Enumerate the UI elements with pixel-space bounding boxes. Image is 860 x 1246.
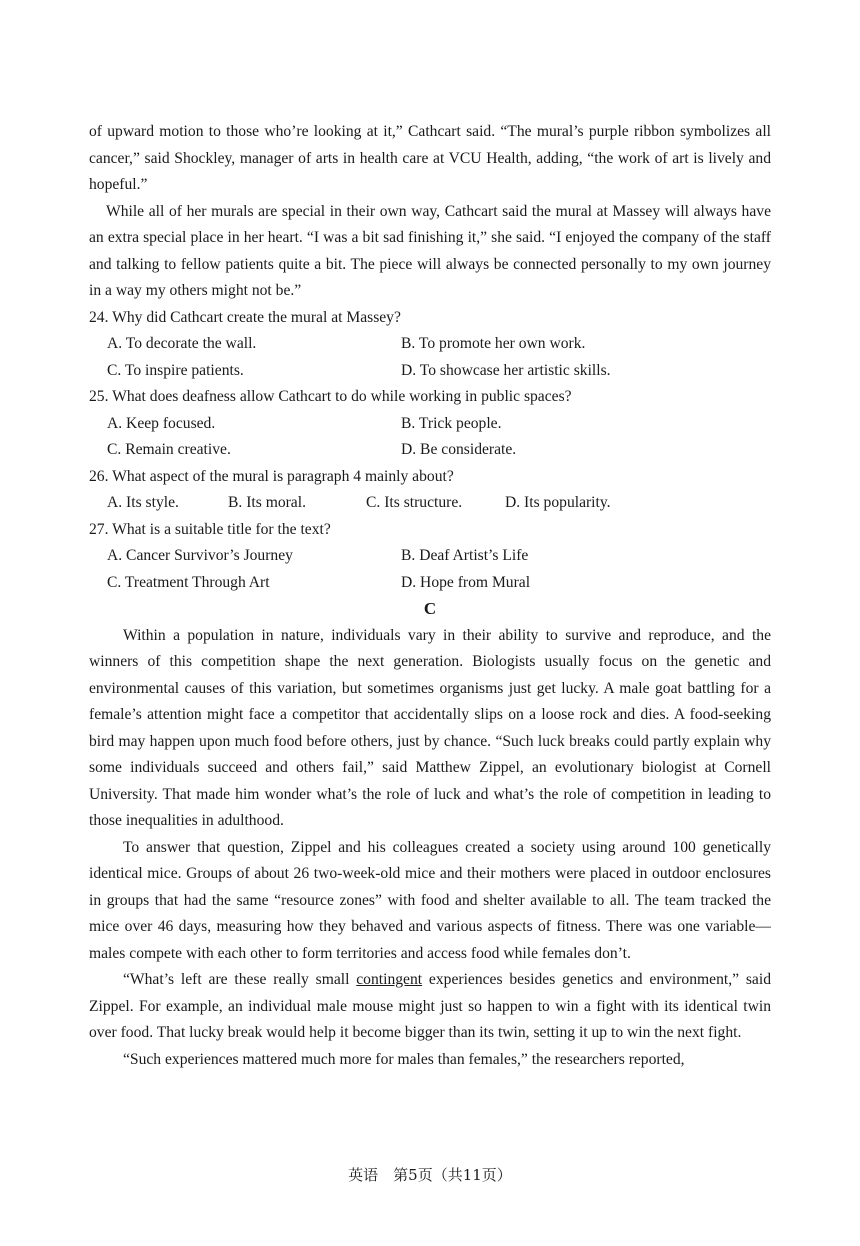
option-b: B. Its moral.: [228, 494, 306, 511]
option-c: C. Remain creative.: [107, 441, 231, 458]
option-b: B. To promote her own work.: [401, 335, 586, 352]
question-stem: 26. What aspect of the mural is paragraph 4 mainly about?: [89, 467, 454, 485]
underlined-word: contingent: [356, 971, 423, 988]
option-b: B. Deaf Artist’s Life: [401, 547, 529, 564]
option-d: D. Be considerate.: [401, 441, 517, 458]
question-options: [89, 411, 771, 464]
question-27: [89, 517, 771, 597]
question-stem: 25. What does deafness allow Cathcart to do while working in public spaces?: [89, 388, 572, 405]
option-a: A. Cancer Survivor’s Journey: [107, 547, 293, 564]
question-24: [89, 305, 771, 385]
option-d: D. Hope from Mural: [401, 573, 531, 591]
passage-paragraph: Within a population in nature, individuals vary in their ability to survive and reproduce, and the winners of this competition shape the next generation. Biologists usually focus on the genetic and environmental causes of this variation, but sometimes organisms just get lucky. A male goat battling for a female’s attention might face a competitor that accidentally slips on a loose rock and dies. A food-seeking bird may happen upon much food before others, just by chance. “Such luck breaks could partly explain why some individuals succeed and others fail,” said Matthew Zippel, an evolutionary biologist at Cornell University. That made him wonder what’s the role of luck and what’s the role of competition in leading to those inequalities in adulthood.: [89, 626, 771, 829]
option-c: C. Treatment Through Art: [107, 573, 270, 591]
question-25: [89, 384, 771, 464]
passage-paragraph: of upward motion to those who’re looking at it,” Cathcart said. “The mural’s purple ribbon symbolizes all cancer,” said Shockley, manager of arts in health care at VCU Health, adding, “the work of art is lively and hopeful.”: [89, 123, 771, 193]
option-a: A. To decorate the wall.: [107, 335, 257, 352]
page-content: [89, 119, 771, 1073]
option-b: B. Trick people.: [401, 414, 502, 432]
passage-paragraph: To answer that question, Zippel and his colleagues created a society using around 100 genetically identical mice. Groups of about 26 two-week-old mice and their mothers were placed in outdoor enclosures in groups that had the same “resource zones” with food and shelter available to all. The team tracked the mice over 46 days, measuring how they behaved and various aspects of fitness. There was one variable—males compete with each other to form territories and access food while females don’t.: [89, 838, 771, 962]
option-c: C. Its structure.: [366, 494, 463, 511]
option-c: C. To inspire patients.: [107, 361, 244, 379]
question-stem: 27. What is a suitable title for the text?: [89, 520, 331, 538]
option-a: A. Keep focused.: [107, 414, 216, 432]
passage-paragraph: “Such experiences mattered much more for males than females,” the researchers reported,: [123, 1050, 685, 1068]
option-d: D. To showcase her artistic skills.: [401, 361, 611, 379]
question-options: [89, 490, 771, 517]
passage-paragraph: While all of her murals are special in their own way, Cathcart said the mural at Massey will always have an extra special place in her heart. “I was a bit sad finishing it,” she said. “I enjoyed the company of the staff and talking to fellow patients quite a bit. The piece will always be connected personally to my own journey in a way my others might not be.”: [89, 202, 771, 299]
question-26: [89, 464, 771, 517]
option-a: A. Its style.: [107, 494, 179, 511]
page-footer: 英语 第5页（共11页）: [348, 1166, 512, 1184]
question-options: [89, 331, 771, 384]
passage-paragraph: [89, 967, 771, 1047]
text-run: “What’s left are these really small: [123, 971, 357, 988]
option-d: D. Its popularity.: [505, 494, 611, 511]
text-run: experiences besides genetics and environment,” said Zippel. For example, an individual male mouse might just so happen to win a fight with its identical twin over food. That lucky break would help it become bigger than its twin, setting it up to win the next fight.: [89, 971, 771, 1041]
question-options: [89, 543, 771, 596]
question-stem: 24. Why did Cathcart create the mural at Massey?: [89, 308, 401, 326]
section-heading: C: [423, 599, 437, 618]
